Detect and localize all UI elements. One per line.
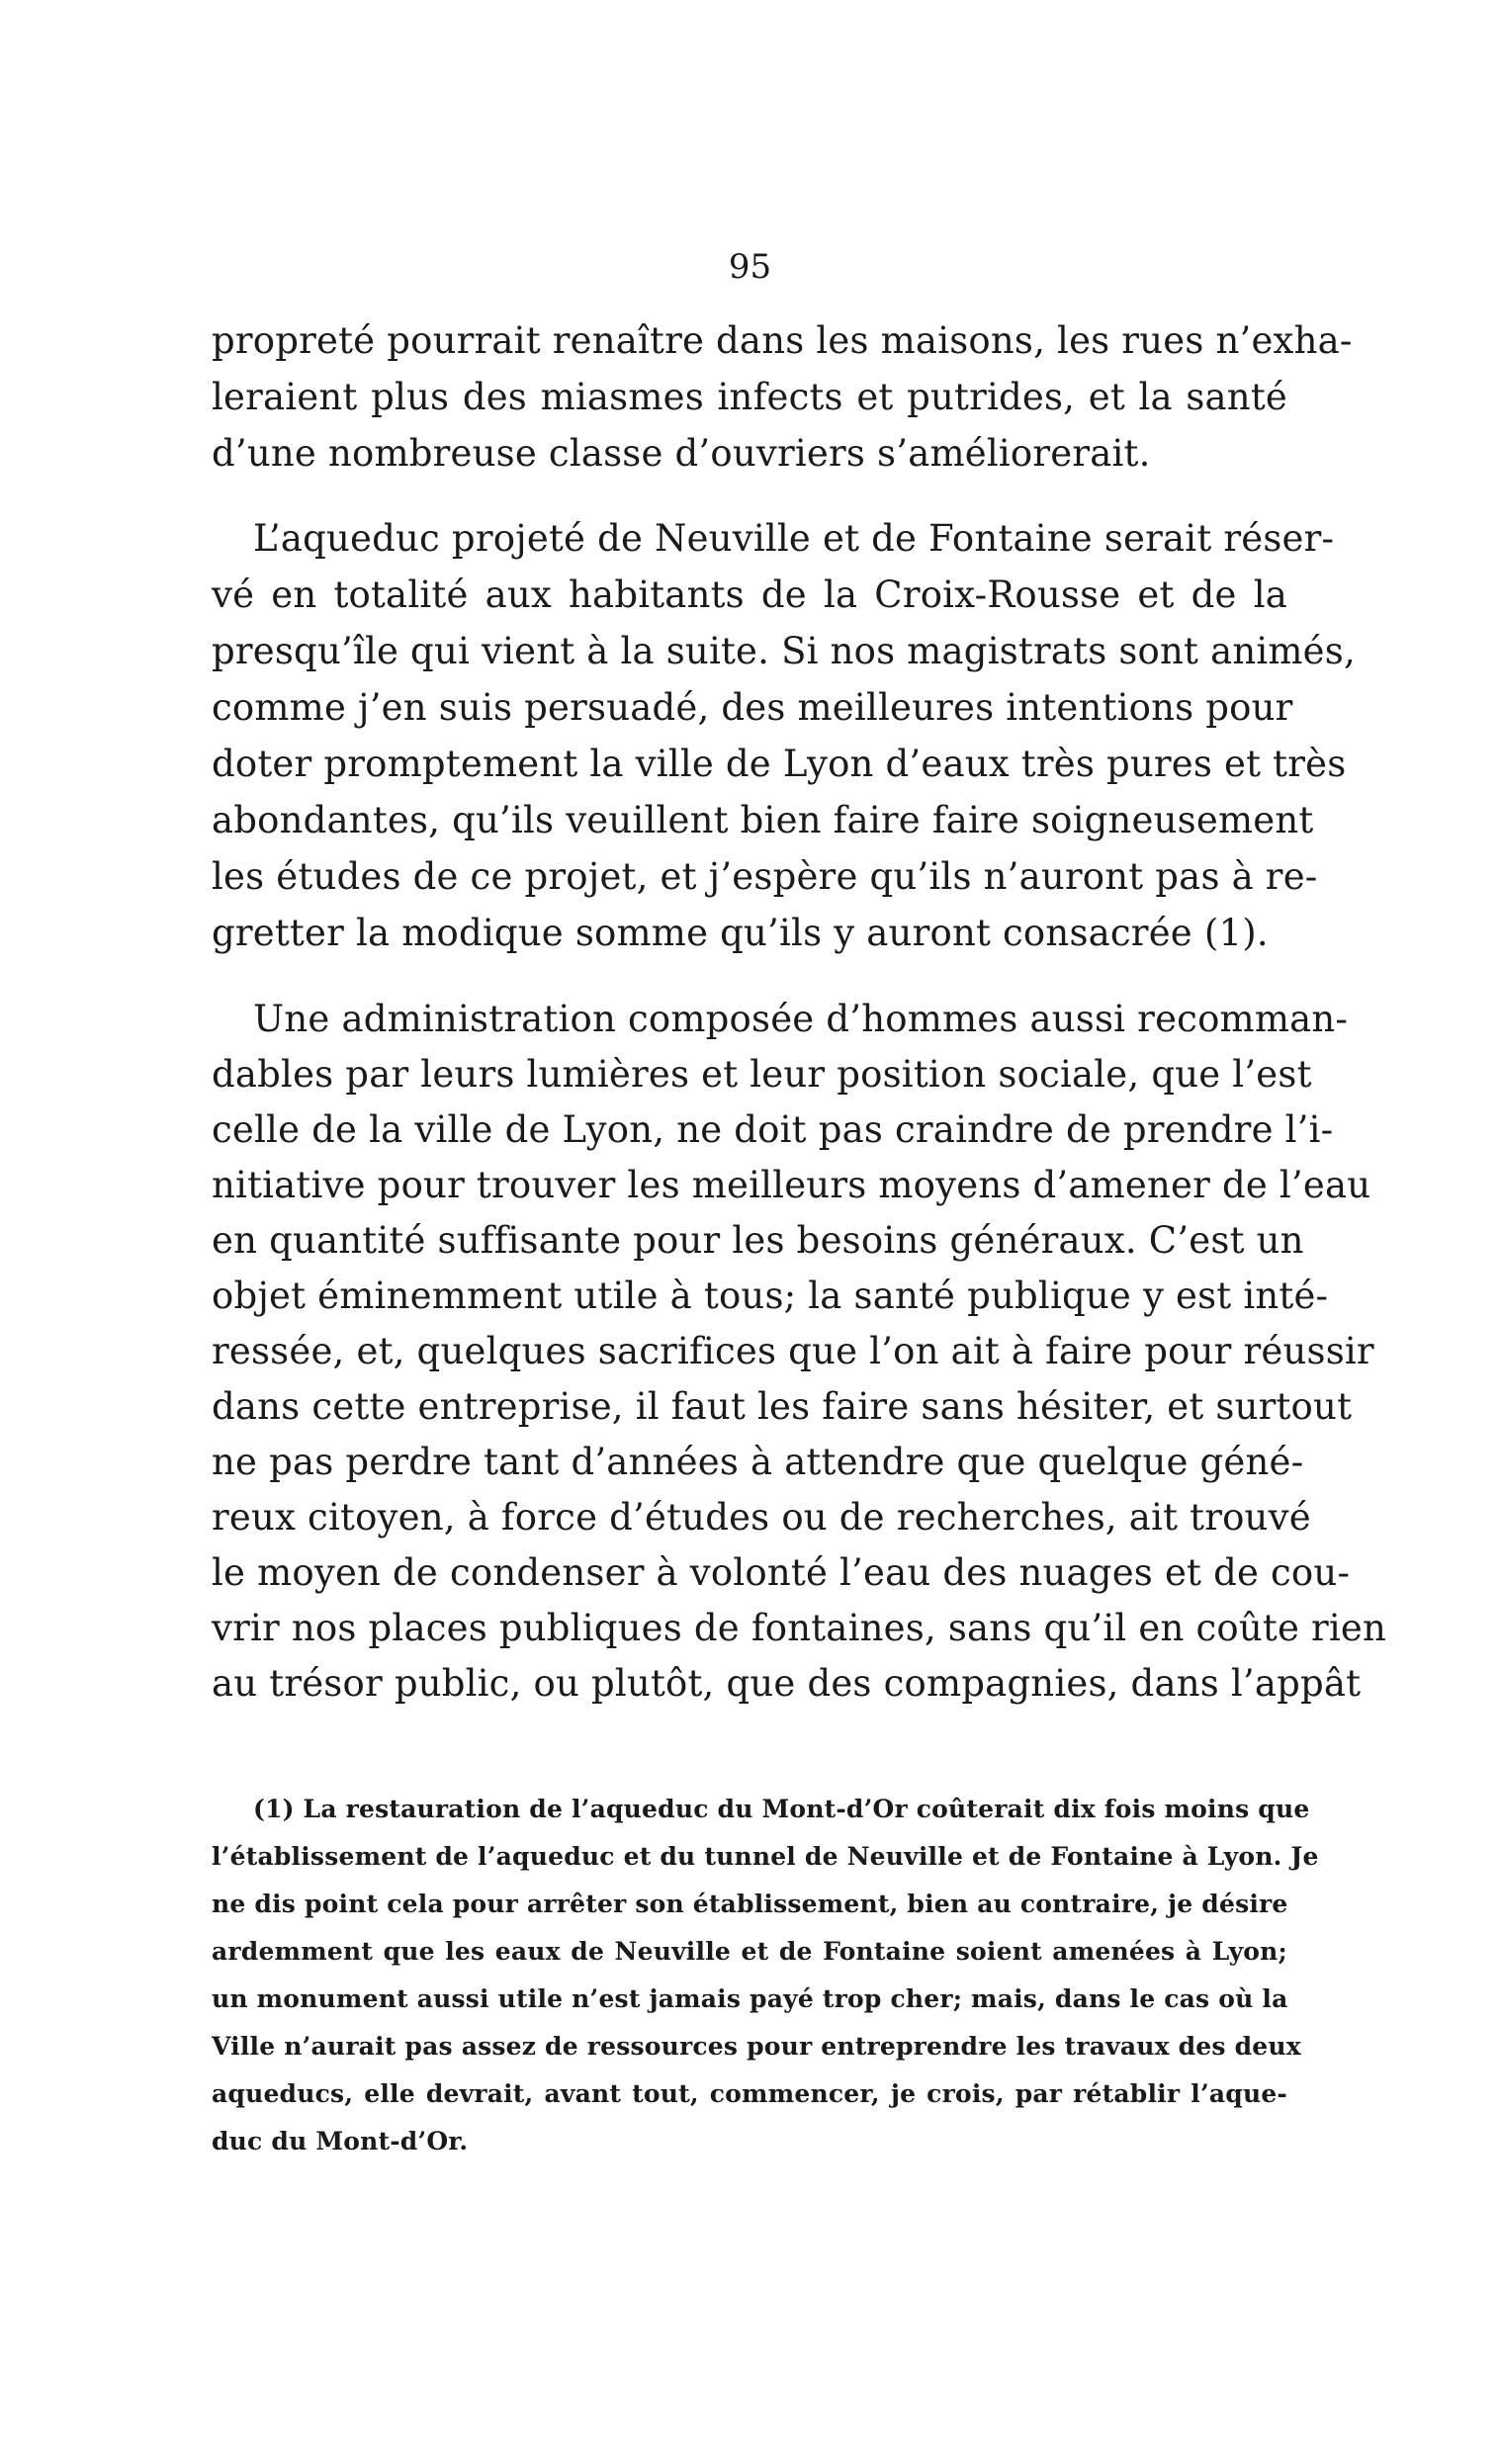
text-line: les études de ce projet, et j’espère qu’ils n’auront pas à re-: [212, 855, 1318, 898]
footnote-line: ne dis point cela pour arrêter son établissement, bien au contraire, je désire: [212, 1890, 1288, 1918]
footnote-line: aqueducs, elle devrait, avant tout, commencer, je crois, par rétablir l’aque-: [212, 2079, 1287, 2108]
text-line: propreté pourrait renaître dans les maisons, les rues n’exha-: [212, 319, 1353, 362]
footnote-line: un monument aussi utile n’est jamais payé trop cher; mais, dans le cas où la: [212, 1984, 1288, 2013]
text-line: doter promptement la ville de Lyon d’eaux très pures et très: [212, 743, 1347, 785]
text-line: dans cette entreprise, il faut les faire sans hésiter, et surtout: [212, 1385, 1353, 1428]
text-line: ne pas perdre tant d’années à attendre que quelque géné-: [212, 1441, 1304, 1483]
text-line: vrir nos places publiques de fontaines, sans qu’il en coûte rien: [212, 1607, 1387, 1649]
text-line: reux citoyen, à force d’études ou de recherches, ait trouvé: [212, 1496, 1311, 1539]
text-line: en quantité suffisante pour les besoins généraux. C’est un: [212, 1219, 1304, 1262]
text-line: L’aqueduc projeté de Neuville et de Fontaine serait réser-: [253, 517, 1335, 560]
page-number: 95: [728, 247, 772, 287]
text-line: vé en totalité aux habitants de la Croix-Rousse et de la: [212, 573, 1287, 616]
text-line: celle de la ville de Lyon, ne doit pas craindre de prendre l’i-: [212, 1108, 1334, 1151]
footnote-line: Ville n’aurait pas assez de ressources pour entreprendre les travaux des deux: [212, 2032, 1301, 2061]
text-line: gretter la modique somme qu’ils y auront consacrée (1).: [212, 912, 1269, 954]
text-line: comme j’en suis persuadé, des meilleures intentions pour: [212, 686, 1293, 729]
footnote-line: (1) La restauration de l’aqueduc du Mont-d’Or coûterait dix fois moins que: [253, 1795, 1310, 1823]
text-line: ressée, et, quelques sacrifices que l’on ait à faire pour réussir: [212, 1330, 1374, 1372]
text-line: nitiative pour trouver les meilleurs moyens d’amener de l’eau: [212, 1164, 1371, 1206]
footnote-line: ardemment que les eaux de Neuville et de Fontaine soient amenées à Lyon;: [212, 1937, 1287, 1966]
text-line: le moyen de condenser à volonté l’eau des nuages et de cou-: [212, 1551, 1351, 1594]
text-line: Une administration composée d’hommes aussi recomman-: [253, 998, 1349, 1040]
text-line: presqu’île qui vient à la suite. Si nos magistrats sont animés,: [212, 630, 1356, 672]
text-line: abondantes, qu’ils veuillent bien faire faire soigneusement: [212, 799, 1314, 841]
text-line: leraient plus des miasmes infects et putrides, et la santé: [212, 376, 1287, 418]
footnote-line: duc du Mont-d’Or.: [212, 2127, 469, 2156]
footnote-line: l’établissement de l’aqueduc et du tunnel de Neuville et de Fontaine à Lyon. Je: [212, 1842, 1319, 1871]
text-line: d’une nombreuse classe d’ouvriers s’améliorerait.: [212, 432, 1151, 475]
text-line: au trésor public, ou plutôt, que des compagnies, dans l’appât: [212, 1662, 1362, 1705]
text-line: objet éminemment utile à tous; la santé publique y est inté-: [212, 1275, 1329, 1317]
text-line: dables par leurs lumières et leur position sociale, que l’est: [212, 1053, 1312, 1096]
